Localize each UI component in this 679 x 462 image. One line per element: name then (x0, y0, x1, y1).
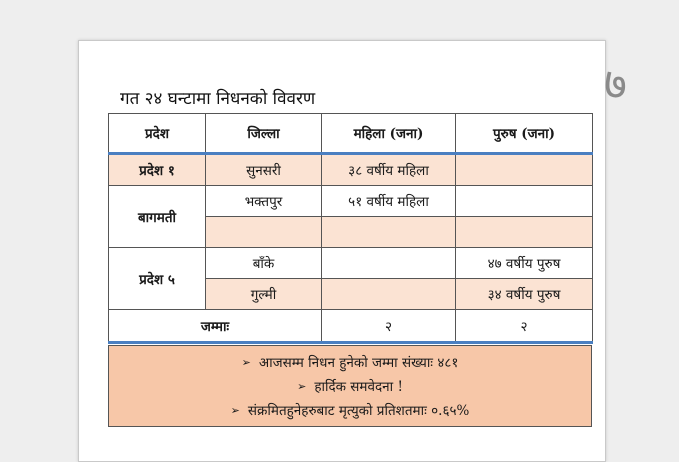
header-district: जिल्ला (206, 114, 322, 154)
total-female: २ (322, 310, 456, 343)
table-row (109, 248, 593, 279)
note-item (242, 353, 459, 371)
cell-female (322, 217, 456, 248)
cell-female: ५१ वर्षीय महिला (322, 186, 456, 217)
note-text: हार्दिक समवेदना ! (314, 379, 403, 395)
total-row (109, 310, 593, 343)
cell-province: प्रदेश १ (109, 154, 206, 186)
cell-district (206, 217, 322, 248)
cell-province: प्रदेश ५ (109, 248, 206, 310)
cell-female (322, 279, 456, 310)
header-province: प्रदेश (109, 114, 206, 154)
table-row (109, 154, 593, 186)
total-male: २ (456, 310, 593, 343)
header-female: महिला (जना) (322, 114, 456, 154)
cell-male (456, 154, 593, 186)
note-text: संक्रमितहुनेहरुबाट मृत्युको प्रतिशतमाः ०.६५% (247, 403, 470, 419)
cell-female: ३८ वर्षीय महिला (322, 154, 456, 186)
cell-district: भक्तपुर (206, 186, 322, 217)
table-header-row (109, 114, 593, 154)
cell-female (322, 248, 456, 279)
cell-male (456, 186, 593, 217)
header-male: पुरुष (जना) (456, 114, 593, 154)
page-title: गत २४ घन्टामा निधनको विवरण (120, 89, 316, 109)
cell-male: ४७ वर्षीय पुरुष (456, 248, 593, 279)
deaths-table (108, 113, 593, 344)
arrowhead-icon: ➢ (297, 379, 307, 393)
total-label: जम्माः (109, 310, 322, 343)
summary-notes (108, 345, 592, 427)
note-item (231, 401, 470, 419)
note-item (297, 377, 403, 395)
arrowhead-icon: ➢ (230, 403, 240, 417)
cell-male: ३४ वर्षीय पुरुष (456, 279, 593, 310)
cell-district: सुनसरी (206, 154, 322, 186)
cell-district: बाँके (206, 248, 322, 279)
note-text: आजसम्म निधन हुनेको जम्मा संख्याः ४८१ (258, 355, 459, 371)
arrowhead-icon: ➢ (241, 355, 251, 369)
cell-district: गुल्मी (206, 279, 322, 310)
cell-province: बागमती (109, 186, 206, 248)
page-number: ७ (604, 59, 627, 110)
cell-male (456, 217, 593, 248)
table-row (109, 186, 593, 217)
